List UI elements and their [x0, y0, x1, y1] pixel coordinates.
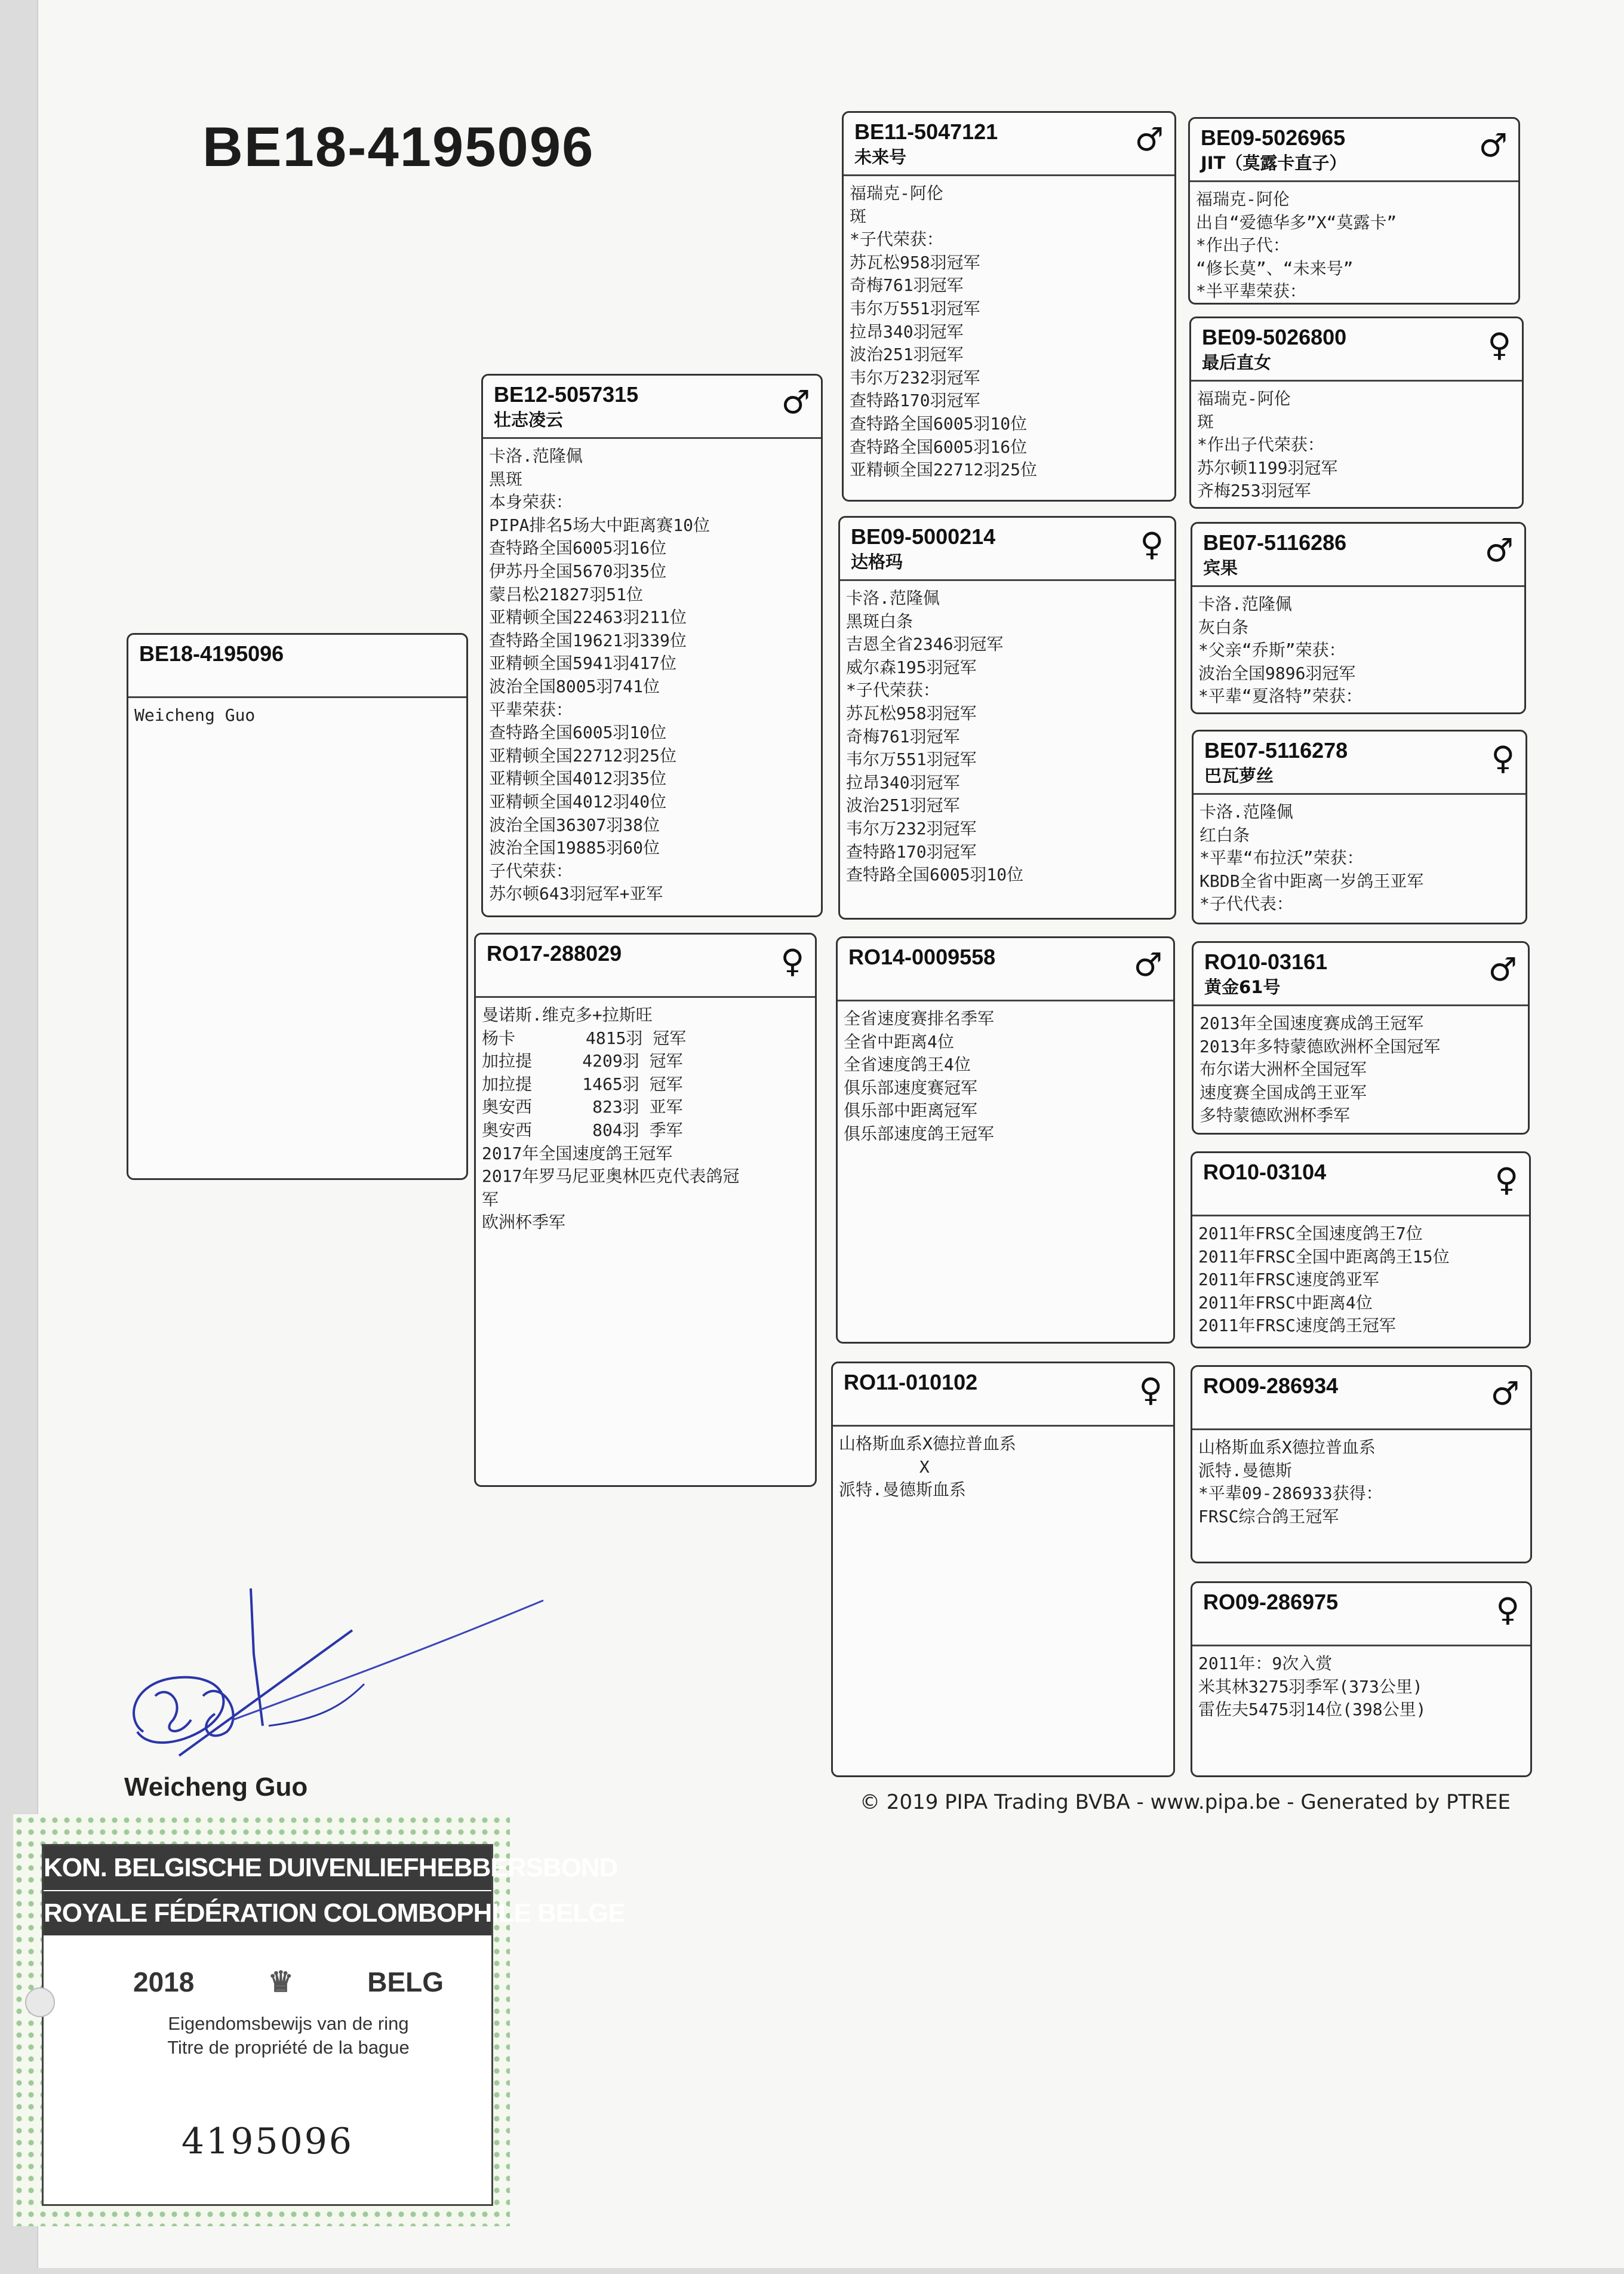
card-body: [838, 1001, 1173, 1146]
ring-number: RO10-03161: [1204, 949, 1328, 974]
achievement-line: PIPA排名5场大中距离赛10位: [489, 515, 710, 535]
card-ssd: [1189, 316, 1524, 509]
sticker-country: BELG: [367, 1966, 444, 1998]
card-header: [840, 518, 1174, 581]
achievement-line: 斑: [850, 206, 867, 226]
ring-number: BE07-5116286: [1203, 530, 1347, 555]
pigeon-name: 宾果: [1203, 558, 1238, 578]
achievement-line: 雷佐夫5475羽14位(398公里): [1198, 1700, 1426, 1720]
ring-number: RO09-286975: [1203, 1590, 1339, 1614]
card-header: [1192, 1153, 1529, 1216]
card-body: [476, 998, 815, 1234]
achievement-line: 平辈荣获：: [489, 699, 573, 720]
achievement-line: 查特路170羽冠军: [846, 841, 977, 862]
card-header: [1194, 732, 1525, 795]
achievement-line: 俱乐部中距离冠军: [844, 1101, 978, 1121]
achievement-line: 2013年全国速度赛成鸽王冠军: [1199, 1013, 1424, 1033]
ring-number: BE09-5026800: [1202, 325, 1347, 349]
achievement-line: 布尔诺大洲杯全国冠军: [1199, 1059, 1367, 1080]
card-header: [1192, 1367, 1530, 1430]
signature-scribble: [90, 1582, 555, 1797]
card-sdd: [1192, 730, 1527, 924]
achievement-line: 波治全国19885羽60位: [489, 838, 660, 858]
achievement-line: 2013年多特蒙德欧洲杯全国冠军: [1199, 1036, 1441, 1056]
pigeon-name: 壮志凌云: [494, 410, 564, 430]
card-ddd: [1191, 1581, 1532, 1777]
female-icon: ♀: [1139, 1371, 1162, 1409]
achievement-line: 黑斑: [489, 469, 523, 489]
card-header: [1191, 318, 1522, 382]
sticker-card: [42, 1844, 625, 2206]
ring-number: BE07-5116278: [1204, 738, 1348, 763]
achievement-line: 奥安西 804羽 季军: [482, 1120, 683, 1140]
card-dss: [1192, 941, 1530, 1135]
achievement-line: 波治全国36307羽38位: [489, 815, 660, 835]
achievement-line: 2011年FRSC全国速度鸽王7位: [1198, 1224, 1423, 1243]
achievement-line: 查特路全国19621羽339位: [489, 630, 687, 650]
achievement-line: 卡洛.范隆佩: [1199, 802, 1293, 822]
sticker-year: 2018: [133, 1966, 195, 1998]
achievement-line: 2011年FRSC全国中距离鸽王15位: [1198, 1246, 1450, 1267]
card-body: [1192, 1216, 1529, 1338]
card-body: [1190, 182, 1518, 303]
card-body: [1192, 1646, 1530, 1722]
punch-hole: [25, 1987, 55, 2017]
card-header: [476, 935, 815, 998]
achievement-line: *平辈“夏洛特”荣获：: [1198, 686, 1362, 706]
card-header: [128, 635, 466, 698]
achievement-line: 威尔森195羽冠军: [846, 657, 977, 677]
achievement-line: 苏尔顿1199羽冠军: [1197, 457, 1338, 478]
card-header: [1194, 943, 1528, 1006]
achievement-line: 亚精顿全国4012羽35位: [489, 769, 667, 789]
achievement-line: 韦尔万232羽冠军: [846, 818, 977, 838]
achievement-line: *作出子代：: [1196, 235, 1290, 256]
card-header: [1192, 524, 1524, 587]
card-sire: [481, 374, 823, 917]
ring-number: BE09-5000214: [851, 524, 996, 549]
footer-copyright: © 2019 PIPA Trading BVBA - www.pipa.be - Generated by PTREE: [860, 1790, 1511, 1814]
achievement-line: 查特路全国6005羽10位: [846, 865, 1024, 885]
achievement-line: 多特蒙德欧洲杯季军: [1199, 1105, 1351, 1126]
achievement-line: 速度赛全国成鸽王亚军: [1199, 1082, 1367, 1102]
achievement-line: 加拉提 4209羽 冠军: [482, 1051, 683, 1071]
achievement-line: 吉恩全省2346羽冠军: [846, 634, 1004, 654]
achievement-line: 奇梅761羽冠军: [850, 275, 964, 296]
card-header: [1190, 119, 1518, 182]
achievement-line: 福瑞克-阿伦: [850, 183, 943, 203]
achievement-line: 查特路全国6005羽10位: [850, 413, 1028, 434]
achievement-line: 军: [482, 1189, 499, 1209]
achievement-line: 斑: [1197, 411, 1214, 432]
card-header: [833, 1363, 1173, 1427]
achievement-line: 亚精顿全国22463羽211位: [489, 607, 687, 628]
card-dam: [474, 933, 817, 1487]
achievement-line: 福瑞克-阿伦: [1197, 389, 1291, 408]
card-header: [844, 113, 1174, 176]
ring-number: BE18-4195096: [139, 641, 284, 666]
achievement-line: 2011年FRSC速度鸽亚军: [1198, 1270, 1379, 1290]
achievement-line: *子代代表：: [1199, 894, 1293, 914]
achievement-line: 波治251羽冠军: [846, 795, 960, 816]
achievement-line: *父亲“乔斯”荣获：: [1198, 640, 1346, 660]
sticker-org-line1: KON. BELGISCHE DUIVENLIEFHEBBERSBOND: [44, 1846, 491, 1890]
male-icon: ♂: [1133, 946, 1162, 984]
male-icon: ♂: [1134, 121, 1164, 158]
achievement-line: 山格斯血系X德拉普血系: [1198, 1437, 1376, 1457]
male-icon: ♂: [1478, 127, 1508, 164]
card-body: [1194, 1006, 1528, 1127]
achievement-line: 亚精顿全国5941羽417位: [489, 653, 677, 674]
card-body: [483, 439, 821, 906]
achievement-line: 灰白条: [1198, 617, 1249, 637]
male-icon: ♂: [1484, 531, 1514, 569]
card-body: [840, 581, 1174, 887]
card-header: [838, 938, 1173, 1001]
card-body: [844, 176, 1174, 482]
achievement-line: 俱乐部速度鸽王冠军: [844, 1123, 995, 1144]
card-header: [1192, 1583, 1530, 1646]
achievement-line: 查特路全国6005羽10位: [489, 723, 667, 743]
achievement-line: 曼诺斯.维克多+拉斯旺: [482, 1005, 653, 1025]
ring-number: BE12-5057315: [494, 382, 639, 407]
achievement-line: 杨卡 4815羽 冠军: [482, 1028, 687, 1048]
achievement-line: 米其林3275羽季军(373公里): [1198, 1676, 1423, 1697]
achievement-line: 加拉提 1465羽 冠军: [482, 1074, 683, 1094]
achievement-line: *平辈“布拉沃”荣获：: [1199, 848, 1364, 868]
achievement-line: *子代荣获：: [846, 680, 940, 700]
achievement-line: 全省速度赛排名季军: [844, 1009, 995, 1028]
achievement-line: 拉昂340羽冠军: [846, 772, 960, 792]
achievement-line: 查特路全国6005羽16位: [489, 538, 667, 558]
female-icon: ♀: [780, 942, 804, 980]
card-body: [1192, 1430, 1530, 1528]
ownership-sticker: [13, 1814, 625, 2226]
achievement-line: 子代荣获：: [489, 861, 573, 881]
achievement-line: 福瑞克-阿伦: [1196, 189, 1290, 209]
achievement-line: 全省中距离4位: [844, 1031, 954, 1052]
ring-number: RO09-286934: [1203, 1373, 1339, 1398]
ring-number: RO10-03104: [1203, 1160, 1327, 1184]
sticker-sub-nl: Eigendomsbewijs van de ring: [168, 2013, 409, 2034]
achievement-line: 派特.曼德斯: [1198, 1460, 1292, 1480]
ring-number: RO11-010102: [844, 1370, 978, 1394]
achievement-line: 苏瓦松958羽冠军: [846, 703, 977, 723]
pigeon-name: 巴瓦萝丝: [1204, 766, 1274, 786]
achievement-line: 齐梅253羽冠军: [1197, 481, 1311, 501]
card-body: [1191, 382, 1522, 503]
achievement-line: *子代荣获：: [850, 229, 943, 250]
male-icon: ♂: [781, 383, 810, 421]
achievement-line: 蒙吕松21827羽51位: [489, 584, 644, 604]
achievement-line: 欧洲杯季军: [482, 1212, 566, 1233]
achievement-line: 2017年罗马尼亚奥林匹克代表鸽冠: [482, 1166, 740, 1187]
female-icon: ♀: [1494, 1161, 1518, 1199]
female-icon: ♀: [1496, 1591, 1520, 1628]
pigeon-name: 最后直女: [1202, 352, 1272, 373]
achievement-line: 红白条: [1199, 825, 1250, 845]
achievement-line: 派特.曼德斯血系: [839, 1480, 966, 1500]
achievement-line: 韦尔万551羽冠军: [850, 298, 980, 318]
achievement-line: 波治251羽冠军: [850, 345, 964, 365]
achievement-line: KBDB全省中距离一岁鸽王亚军: [1199, 871, 1424, 891]
card-dam-sire: [836, 936, 1175, 1344]
achievement-line: 亚精顿全国22712羽25位: [850, 460, 1038, 480]
achievement-line: Weicheng Guo: [134, 705, 256, 725]
card-dsd: [1191, 1151, 1531, 1348]
crown-icon: ♛: [267, 1966, 294, 1998]
achievement-line: 2011年FRSC中距离4位: [1198, 1292, 1373, 1313]
achievement-line: 韦尔万232羽冠军: [850, 367, 980, 388]
achievement-line: 山格斯血系X德拉普血系: [839, 1434, 1016, 1453]
pigeon-name: 黄金61号: [1204, 977, 1281, 997]
achievement-line: 波治全国8005羽741位: [489, 676, 660, 696]
achievement-line: X: [839, 1456, 930, 1477]
signature-name: Weicheng Guo: [124, 1772, 308, 1802]
achievement-line: FRSC综合鸽王冠军: [1198, 1506, 1339, 1526]
pigeon-name: 未来号: [854, 147, 907, 167]
female-icon: ♀: [1487, 326, 1511, 364]
ring-number: RO14-0009558: [848, 945, 996, 969]
achievement-line: 奥安西 823羽 亚军: [482, 1097, 683, 1117]
achievement-line: 2011年FRSC速度鸽王冠军: [1198, 1316, 1396, 1336]
achievement-line: 苏瓦松958羽冠军: [850, 252, 980, 272]
card-header: [483, 376, 821, 439]
achievement-line: 查特路全国6005羽16位: [850, 437, 1028, 457]
ring-number: BE11-5047121: [854, 119, 998, 144]
achievement-line: 本身荣获：: [489, 492, 573, 512]
page-title: BE18-4195096: [202, 115, 595, 178]
achievement-line: 苏尔顿643羽冠军+亚军: [489, 884, 663, 904]
achievement-line: 2017年全国速度鸽王冠军: [482, 1143, 673, 1163]
pigeon-name: JIT（莫露卡直子）: [1201, 153, 1347, 173]
pigeon-name: 达格玛: [851, 552, 903, 572]
achievement-line: *作出子代荣获：: [1197, 435, 1324, 455]
ring-number: BE09-5026965: [1201, 125, 1346, 150]
sticker-year-row: [133, 1965, 444, 1999]
achievement-line: 伊苏丹全国5670羽35位: [489, 561, 667, 581]
achievement-line: *平辈09-286933获得：: [1198, 1483, 1383, 1504]
achievement-line: 卡洛.范隆佩: [846, 588, 940, 608]
female-icon: ♀: [1140, 526, 1164, 563]
female-icon: ♀: [1491, 739, 1515, 777]
achievement-line: *半平辈荣获：: [1196, 281, 1306, 302]
achievement-line: 俱乐部速度赛冠军: [844, 1077, 978, 1098]
achievement-line: 全省速度鸽王4位: [844, 1055, 971, 1075]
achievement-line: 出自“爱德华多”X“莫露卡”: [1196, 212, 1397, 232]
card-sire-sire: [842, 111, 1176, 502]
achievement-line: 亚精顿全国4012羽40位: [489, 791, 667, 812]
sticker-ring-number: 4195096: [181, 2121, 354, 2162]
card-sds: [1191, 522, 1526, 714]
achievement-line: “修长莫”、“未来号”: [1196, 258, 1354, 278]
male-icon: ♂: [1488, 951, 1517, 988]
achievement-line: 拉昂340羽冠军: [850, 321, 964, 342]
ring-number: RO17-288029: [487, 941, 622, 966]
card-body: [1194, 795, 1525, 916]
achievement-line: 奇梅761羽冠军: [846, 726, 960, 746]
achievement-line: 波治全国9896羽冠军: [1198, 663, 1356, 683]
card-body: [1192, 587, 1524, 708]
sticker-sub-fr: Titre de propriété de la bague: [167, 2037, 410, 2058]
card-body: [128, 698, 466, 727]
achievement-line: 2011年：9次入赏: [1198, 1654, 1333, 1673]
achievement-line: 黑斑白条: [846, 611, 914, 631]
card-body: [833, 1427, 1173, 1502]
card-sire-dam: [838, 516, 1176, 920]
male-icon: ♂: [1490, 1375, 1520, 1412]
achievement-line: 查特路170羽冠军: [850, 391, 980, 411]
sticker-org-line2: ROYALE FÉDÉRATION COLOMBOPHILE BELGE: [44, 1891, 491, 1935]
card-subject: [127, 633, 468, 1180]
card-dam-dam: [831, 1362, 1175, 1777]
card-sss: [1188, 117, 1520, 305]
achievement-line: 韦尔万551羽冠军: [846, 749, 977, 770]
achievement-line: 亚精顿全国22712羽25位: [489, 745, 677, 766]
achievement-line: 卡洛.范隆佩: [489, 446, 583, 466]
card-dds: [1191, 1365, 1532, 1563]
achievement-line: 卡洛.范隆佩: [1198, 594, 1292, 614]
